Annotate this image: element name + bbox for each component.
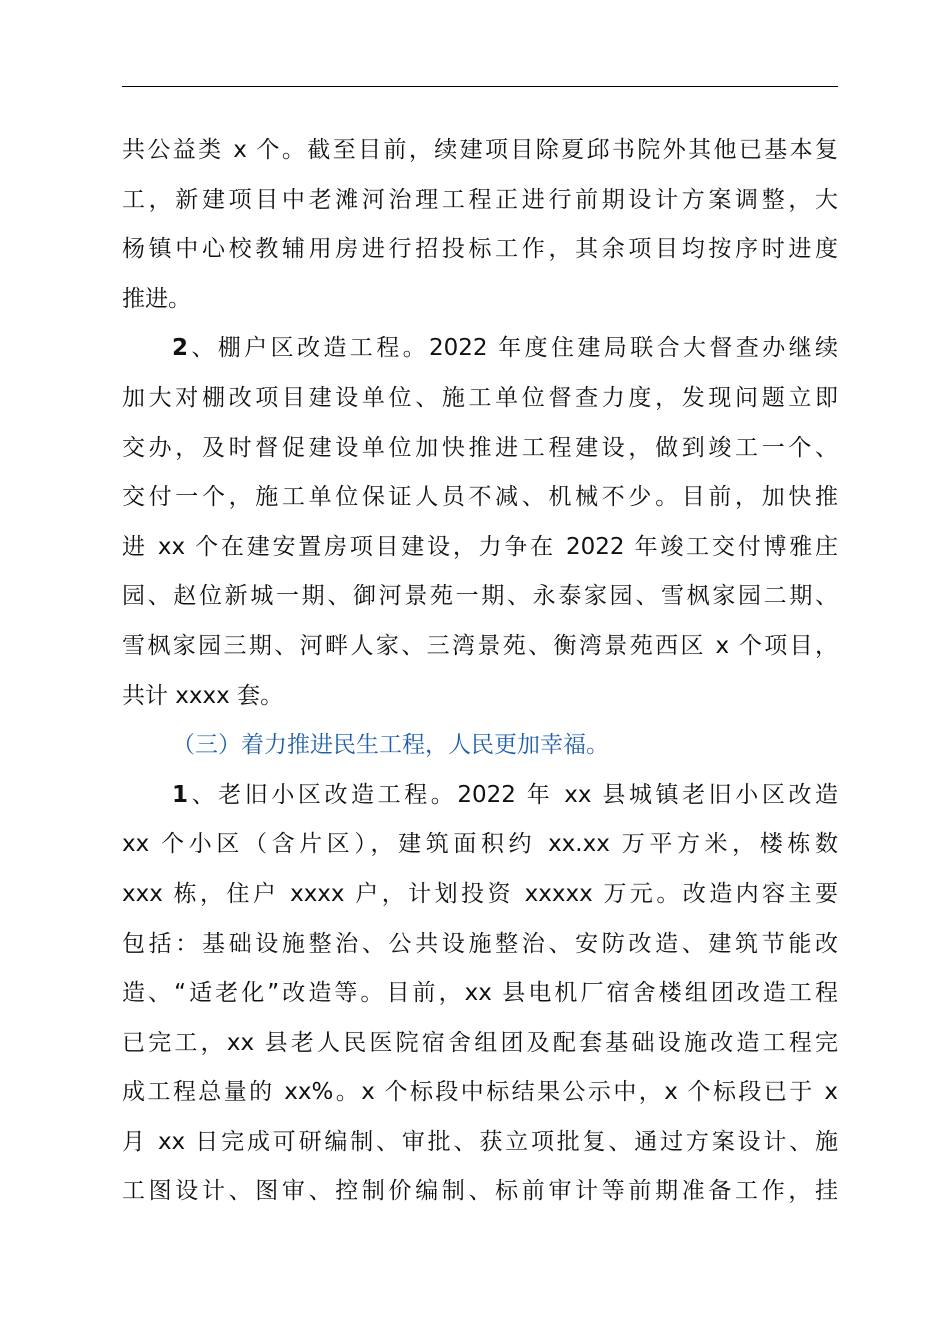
header-rule [122, 86, 838, 87]
paragraph-old-community-renovation [122, 771, 838, 1217]
text-line: 推进。 [122, 285, 191, 312]
text-line: 包括：基础设施整治、公共设施整治、安防改造、建筑节能改 [122, 930, 838, 957]
text-line: 共计 xxxx 套。 [122, 682, 284, 709]
text-line: 月 xx 日完成可研编制、审批、获立项批复、通过方案设计、施 [122, 1128, 838, 1155]
text-line: 工，新建项目中老滩河治理工程正进行前期设计方案调整，大 [122, 186, 838, 213]
text-line: 加大对棚改项目建设单位、施工单位督查力度，发现问题立即 [122, 384, 838, 411]
text-line: 交办，及时督促建设单位加快推进工程建设，做到竣工一个、 [122, 434, 838, 461]
text-line-first [122, 771, 838, 821]
text-line: 工图设计、图审、控制价编制、标前审计等前期准备工作，挂 [122, 1178, 838, 1205]
paragraph-public-projects [122, 126, 838, 324]
item-number: 1 [172, 781, 189, 808]
text-line: 园、赵位新城一期、御河景苑一期、永泰家园、雪枫家园二期、 [122, 583, 838, 610]
item-text: 、棚户区改造工程。2022 年度住建局联合大督查办继续 [188, 335, 838, 362]
section-heading: （三）着力推进民生工程，人民更加幸福。 [172, 732, 609, 759]
text-line: 雪枫家园三期、河畔人家、三湾景苑、衡湾景苑西区 x 个项目， [122, 632, 838, 659]
text-line: 成工程总量的 xx%。x 个标段中标结果公示中，x 个标段已于 x [122, 1079, 838, 1106]
text-line: 已完工，xx 县老人民医院宿舍组团及配套基础设施改造工程完 [122, 1029, 838, 1056]
document-body [122, 126, 838, 1217]
text-line: 造、“适老化”改造等。目前，xx 县电机厂宿舍楼组团改造工程 [122, 980, 838, 1007]
text-line: xx 个小区（含片区），建筑面积约 xx.xx 万平方米，楼栋数 [122, 831, 838, 858]
text-line-first [122, 324, 838, 374]
item-text: 、老旧小区改造工程。2022 年 xx 县城镇老旧小区改造 [188, 781, 838, 808]
text-line: 进 xx 个在建安置房项目建设，力争在 2022 年竣工交付博雅庄 [122, 533, 838, 560]
item-number: 2 [172, 335, 189, 362]
text-line: xxx 栋，住户 xxxx 户，计划投资 xxxxx 万元。改造内容主要 [122, 880, 838, 907]
text-line: 共公益类 x 个。截至目前，续建项目除夏邱书院外其他已基本复 [122, 137, 838, 163]
paragraph-shantytown-renovation [122, 324, 838, 721]
text-line: 交付一个，施工单位保证人员不减、机械不少。目前，加快推 [122, 484, 838, 511]
text-line: 杨镇中心校教辅用房进行招投标工作，其余项目均按序时进度 [122, 236, 838, 263]
